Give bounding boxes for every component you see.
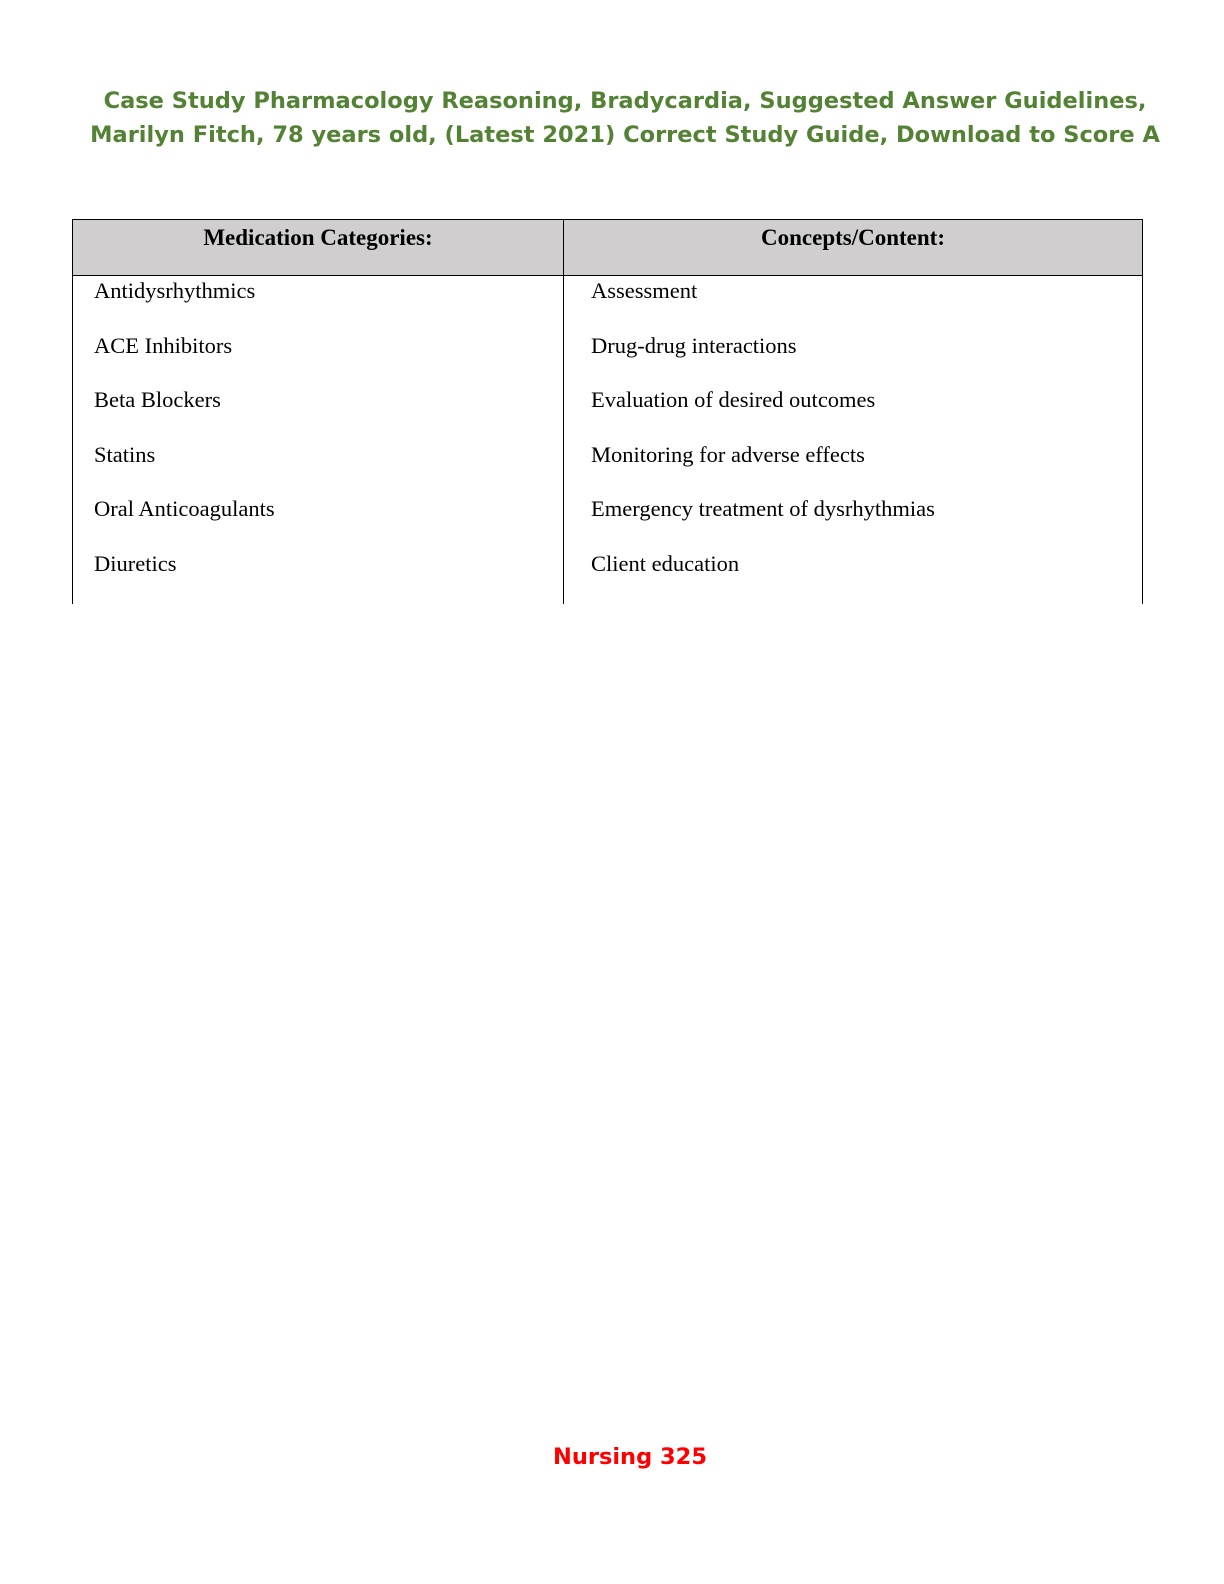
page-title — [40, 84, 1210, 152]
header-concepts-content: Concepts/Content: — [761, 225, 945, 250]
medication-concepts-table — [72, 219, 1143, 604]
concept-item: Client education — [591, 550, 740, 576]
concept-item: Assessment — [591, 278, 698, 303]
header-medication-categories: Medication Categories: — [203, 225, 433, 250]
medication-category-item: ACE Inhibitors — [94, 332, 233, 358]
medication-category-item: Oral Anticoagulants — [94, 496, 275, 522]
medication-category-item: Beta Blockers — [94, 387, 221, 413]
medication-categories-list — [94, 276, 554, 604]
concept-item: Drug-drug interactions — [591, 332, 797, 358]
concept-item: Evaluation of desired outcomes — [591, 387, 876, 413]
concept-item: Emergency treatment of dysrhythmias — [591, 496, 935, 522]
concept-item: Monitoring for adverse effects — [591, 441, 865, 467]
medication-category-item: Diuretics — [94, 550, 177, 576]
table-column-divider — [563, 219, 564, 604]
table-left-border — [72, 219, 73, 604]
medication-category-item: Antidysrhythmics — [94, 278, 256, 303]
footer-course-label: Nursing 325 — [553, 1444, 707, 1470]
page-title-line-2: Marilyn Fitch, 78 years old, (Latest 2021) Correct Study Guide, Download to Score A — [90, 122, 1160, 148]
medication-category-item: Statins — [94, 441, 156, 467]
concepts-content-list — [591, 276, 1131, 604]
page-title-line-1: Case Study Pharmacology Reasoning, Bradycardia, Suggested Answer Guidelines, — [103, 88, 1147, 114]
table-right-border — [1142, 219, 1143, 604]
